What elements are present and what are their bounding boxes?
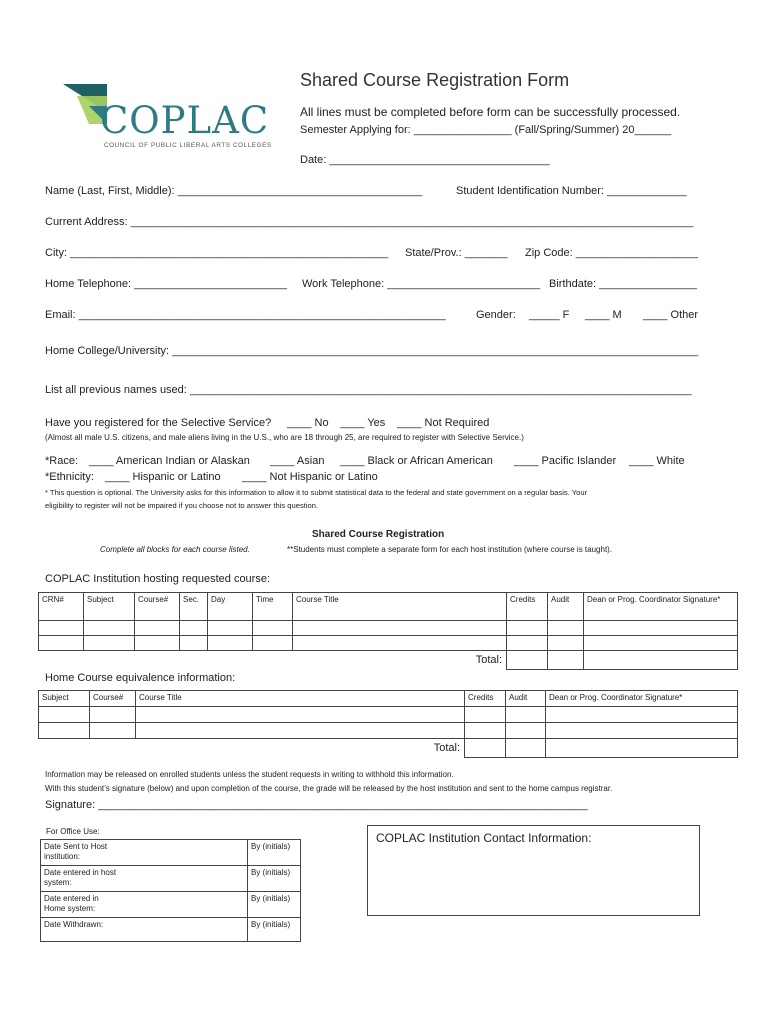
ethnicity-label: *Ethnicity: (45, 471, 94, 483)
signature-field[interactable]: Signature: ________________________________________________________________________________ (45, 799, 588, 811)
contact-info-label: COPLAC Institution Contact Information: (376, 831, 592, 845)
host-header-signature: Dean or Prog. Coordinator Signature* (584, 593, 738, 621)
table-cell[interactable] (546, 723, 738, 739)
host-header-day: Day (208, 593, 253, 621)
host-header-crn: CRN# (39, 593, 84, 621)
table-cell[interactable] (507, 621, 548, 636)
table-row (39, 723, 738, 739)
city-field[interactable]: City: ____________________________________________________ (45, 247, 389, 259)
home-table-label: Home Course equivalence information: (45, 672, 236, 684)
optional-note-line-2: eligibility to register will not be impaired if you choose not to answer this question. (45, 501, 319, 510)
host-header-course-number: Course# (135, 593, 180, 621)
table-row (41, 918, 301, 942)
table-cell[interactable] (135, 636, 180, 651)
race-label: *Race: (45, 455, 79, 467)
table-cell[interactable] (180, 621, 208, 636)
host-total-credits[interactable] (507, 651, 548, 670)
table-row (41, 840, 301, 866)
table-cell[interactable] (90, 707, 136, 723)
home-college-field[interactable]: Home College/University: ______________________________________________________________________________________ (45, 345, 699, 357)
table-row (41, 892, 301, 918)
gender-label: Gender: (476, 309, 516, 321)
shared-course-heading: Shared Course Registration (312, 529, 445, 540)
address-field[interactable]: Current Address: ____________________________________________________________________________________________ (45, 216, 694, 228)
shared-course-note-right: **Students must complete a separate form for each host institution (where course is taught). (287, 545, 613, 554)
coplac-logo (60, 80, 275, 155)
home-header-course-number: Course# (90, 691, 136, 707)
table-cell[interactable] (506, 707, 546, 723)
home-course-table (38, 690, 738, 758)
home-header-signature: Dean or Prog. Coordinator Signature* (546, 691, 738, 707)
race-option-pacific-islander[interactable]: ____ Pacific Islander (514, 455, 617, 467)
table-cell[interactable] (39, 723, 90, 739)
state-field[interactable]: State/Prov.: _______ (405, 247, 508, 259)
home-phone-field[interactable]: Home Telephone: _________________________ (45, 278, 288, 290)
race-option-black[interactable]: ____ Black or African American (340, 455, 493, 467)
table-cell[interactable] (84, 621, 135, 636)
office-row-initials[interactable]: By (initials) (248, 840, 301, 866)
birthdate-field[interactable]: Birthdate: ________________ (549, 278, 698, 290)
optional-note-line-1: * This question is optional. The University asks for this information to allow it to submit statistical data to the federal and state government on a regular basis. Your (45, 488, 588, 497)
office-use-label: For Office Use: (46, 827, 100, 836)
table-cell[interactable] (90, 723, 136, 739)
gender-m-option[interactable]: ____ M (585, 309, 622, 321)
table-row (39, 621, 738, 636)
host-total-row (39, 651, 738, 670)
table-cell[interactable] (253, 636, 293, 651)
table-cell[interactable] (136, 707, 465, 723)
table-cell[interactable] (208, 621, 253, 636)
office-row-initials[interactable]: By (initials) (248, 892, 301, 918)
form-title: Shared Course Registration Form (300, 70, 570, 90)
office-row-initials[interactable]: By (initials) (248, 866, 301, 892)
table-cell[interactable] (506, 723, 546, 739)
table-cell[interactable] (293, 621, 507, 636)
host-total-label: Total: (39, 651, 507, 670)
home-total-row (39, 739, 738, 758)
date-field[interactable]: Date: ____________________________________ (300, 154, 550, 166)
table-cell[interactable] (584, 636, 738, 651)
student-id-field[interactable]: Student Identification Number: _____________ (456, 185, 687, 197)
host-header-time: Time (253, 593, 293, 621)
home-total-audit[interactable] (506, 739, 546, 758)
release-line-2: With this student’s signature (below) and upon completion of the course, the grade will be released by the host institution and sent to the home campus registrar. (45, 784, 613, 793)
home-header-subject: Subject (39, 691, 90, 707)
table-row (39, 636, 738, 651)
gender-f-option[interactable]: _____ F (529, 309, 570, 321)
ethnicity-option-not-hispanic[interactable]: ____ Not Hispanic or Latino (242, 471, 378, 483)
home-total-signature[interactable] (546, 739, 738, 758)
table-cell[interactable] (136, 723, 465, 739)
previous-names-field[interactable]: List all previous names used: __________________________________________________________________________________ (45, 384, 692, 396)
home-header-course-title: Course Title (136, 691, 465, 707)
table-cell[interactable] (39, 707, 90, 723)
race-option-white[interactable]: ____ White (629, 455, 685, 467)
form-instruction: All lines must be completed before form can be successfully processed. (300, 105, 681, 119)
home-total-credits[interactable] (465, 739, 506, 758)
host-table-label: COPLAC Institution hosting requested course: (45, 573, 271, 585)
office-row-label: Date Withdrawn: (41, 918, 248, 942)
logo-wordmark: COPLAC (100, 99, 270, 142)
table-cell[interactable] (253, 621, 293, 636)
race-option-american-indian[interactable]: ____ American Indian or Alaskan (89, 455, 250, 467)
table-cell[interactable] (84, 636, 135, 651)
email-field[interactable]: Email: ____________________________________________________________ (45, 309, 446, 321)
selective-service-question: Have you registered for the Selective Service? (45, 417, 272, 429)
table-cell[interactable] (548, 636, 584, 651)
race-option-asian[interactable]: ____ Asian (270, 455, 325, 467)
zip-field[interactable]: Zip Code: ____________________ (525, 247, 699, 259)
host-header-course-title: Course Title (293, 593, 507, 621)
selective-service-no[interactable]: ____ No (287, 417, 329, 429)
table-cell[interactable] (465, 707, 506, 723)
name-field[interactable]: Name (Last, First, Middle): ________________________________________ (45, 185, 423, 197)
table-row (41, 866, 301, 892)
host-header-section: Sec. (180, 593, 208, 621)
office-row-label: Date entered in host system: (41, 866, 248, 892)
table-cell[interactable] (548, 621, 584, 636)
table-cell[interactable] (293, 636, 507, 651)
table-row (39, 707, 738, 723)
host-header-audit: Audit (548, 593, 584, 621)
selective-service-note: (Almost all male U.S. citizens, and male aliens living in the U.S., who are 18 through 25, are required to register with Selective Service.) (45, 433, 524, 442)
selective-service-not-required[interactable]: ____ Not Required (397, 417, 490, 429)
table-cell[interactable] (39, 636, 84, 651)
selective-service-yes[interactable]: ____ Yes (340, 417, 386, 429)
home-total-label: Total: (39, 739, 465, 758)
host-total-audit[interactable] (548, 651, 584, 670)
office-use-table (40, 839, 301, 942)
logo-tagline: COUNCIL OF PUBLIC LIBERAL ARTS COLLEGES (104, 142, 272, 149)
home-header-credits: Credits (465, 691, 506, 707)
release-line-1: Information may be released on enrolled students unless the student requests in writing to withhold this information. (45, 770, 454, 779)
work-phone-field[interactable]: Work Telephone: _________________________ (302, 278, 541, 290)
gender-other-option[interactable]: ____ Other (643, 309, 699, 321)
host-course-table (38, 592, 738, 670)
table-cell[interactable] (180, 636, 208, 651)
office-row-label: Date entered in Home system: (41, 892, 248, 918)
table-cell[interactable] (546, 707, 738, 723)
host-header-credits: Credits (507, 593, 548, 621)
home-header-audit: Audit (506, 691, 546, 707)
semester-field[interactable]: Semester Applying for: ________________ (Fall/Spring/Summer) 20______ (300, 124, 672, 136)
office-row-initials[interactable]: By (initials) (248, 918, 301, 942)
table-cell[interactable] (465, 723, 506, 739)
table-cell[interactable] (208, 636, 253, 651)
host-header-subject: Subject (84, 593, 135, 621)
contact-info-box[interactable] (367, 825, 700, 916)
table-cell[interactable] (584, 621, 738, 636)
shared-course-note-left: Complete all blocks for each course listed. (100, 545, 250, 554)
ethnicity-option-hispanic[interactable]: ____ Hispanic or Latino (105, 471, 221, 483)
table-cell[interactable] (39, 621, 84, 636)
host-total-signature[interactable] (584, 651, 738, 670)
table-cell[interactable] (507, 636, 548, 651)
table-cell[interactable] (135, 621, 180, 636)
office-row-label: Date Sent to Host institution: (41, 840, 248, 866)
